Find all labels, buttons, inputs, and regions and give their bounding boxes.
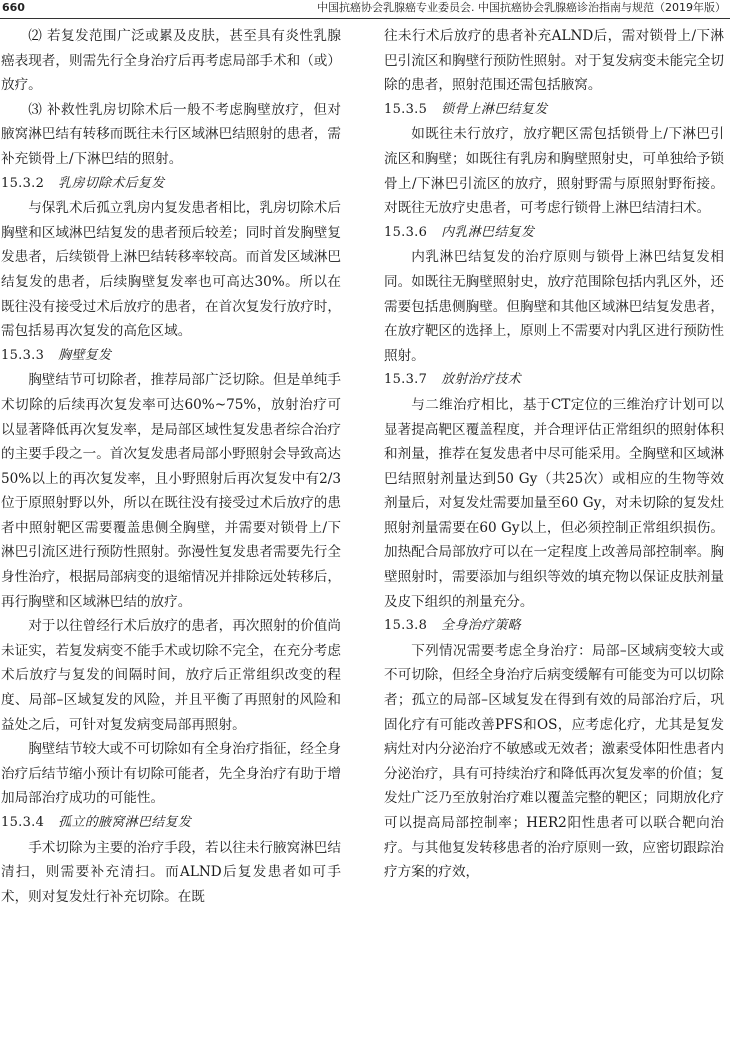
paragraph: 内乳淋巴结复发的治疗原则与锁骨上淋巴结复发相同。如既往无胸壁照射史，放疗范围除包括内乳区外，还需要包括患侧胸壁。但胸壁和其他区域淋巴结复发患者，在放疗靶区的选择上，原则上不需要对内乳区进行预防性照射。 — [384, 249, 724, 364]
section-number: 15.3.2 — [1, 175, 45, 191]
section-number: 15.3.8 — [384, 618, 428, 634]
section-title: 放射治疗技术 — [441, 372, 521, 388]
section-title: 胸壁复发 — [58, 347, 112, 363]
section-heading — [1, 172, 341, 197]
paragraph: 下列情况需要考虑全身治疗：局部–区域病变较大或不可切除，但经全身治疗后病变缓解有可能变为可以切除者；孤立的局部–区域复发在得到有效的局部治疗后，巩固化疗有可能改善PFS和OS，应考虑化疗，尤其是复发病灶对内分泌治疗不敏感或无效者；激素受体阳性患者内分泌治疗，具有可持续治疗和降低再次复发率的价值；复发灶广泛乃至放射治疗难以覆盖完整的靶区；同期放化疗可以提高局部控制率；HER2阳性患者可以联合靶向治疗。与其他复发转移患者的治疗原则一致，应密切跟踪治疗方案的疗效， — [384, 642, 724, 881]
paragraph: ⑶ 补救性乳房切除术后一般不考虑胸壁放疗，但对腋窝淋巴结有转移而既往未行区域淋巴结照射的患者，需补充锁骨上/下淋巴结的照射。 — [1, 101, 341, 167]
section-title: 全身治疗策略 — [441, 618, 521, 634]
section-number: 15.3.4 — [1, 815, 45, 830]
paragraph: 胸壁结节可切除者，推荐局部广泛切除。但是单纯手术切除的后续再次复发率可达60%~75%，放射治疗可以显著降低再次复发率，是局部区域性复发患者综合治疗的主要手段之一。首次复发患者局部小野照射会导致高达50%以上的再次复发率，且小野照射后再次复发中有2/3位于原照射野以外，所以在既往没有接受过术后放疗的患者中照射靶区需要覆盖患侧全胸壁，并需要对锁骨上/下淋巴引流区进行预防性照射。弥漫性复发患者需要先行全身性治疗，根据局部病变的退缩情况并排除远处转移后，再行胸壁和区域淋巴结的放疗。 — [1, 372, 341, 610]
paragraph: 胸壁结节较大或不可切除如有全身治疗指征，经全身治疗后结节缩小预计有切除可能者，先全身治疗有助于增加局部治疗成功的可能性。 — [1, 741, 341, 807]
left-column — [1, 24, 341, 909]
paragraph: 手术切除为主要的治疗手段，若以往未行腋窝淋巴结清扫，则需要补充清扫。而ALND后复发患者如可手术，则对复发灶行补充切除。在既 — [1, 839, 341, 905]
running-head: 中国抗癌协会乳腺癌专业委员会. 中国抗癌协会乳腺癌诊治指南与规范（2019年版） — [317, 1, 726, 14]
section-title: 内乳淋巴结复发 — [441, 224, 535, 240]
section-number: 15.3.3 — [1, 347, 45, 363]
section-heading — [384, 98, 724, 123]
section-heading — [1, 811, 341, 836]
section-heading — [384, 221, 724, 246]
paragraph: 对于以往曾经行术后放疗的患者，再次照射的价值尚未证实，若复发病变不能手术或切除不完全，在充分考虑术后放疗与复发的间隔时间，放疗后正常组织改变的程度、局部–区域复发的风险，并且平衡了再照射的风险和益处之后，可针对复发病变局部再照射。 — [1, 618, 341, 733]
section-number: 15.3.5 — [384, 101, 428, 117]
page-header — [0, 0, 730, 19]
section-number: 15.3.7 — [384, 372, 428, 388]
paragraph: 往未行术后放疗的患者补充ALND后，需对锁骨上/下淋巴引流区和胸壁行预防性照射。对于复发病变未能完全切除的患者，照射范围还需包括腋窝。 — [384, 28, 724, 94]
section-title: 锁骨上淋巴结复发 — [441, 101, 548, 117]
section-heading — [384, 368, 724, 393]
paragraph: 与二维治疗相比，基于CT定位的三维治疗计划可以显著提高靶区覆盖程度，并合理评估正常组织的照射体积和剂量，推荐在复发患者中尽可能采用。全胸壁和区域淋巴结照射剂量达到50 Gy（共25次）或相应的生物等效剂量后，对复发灶需要加量至60 Gy，对未切除的复发灶照射剂量需要在60 Gy以上，但必须控制正常组织损伤。加热配合局部放疗可以在一定程度上改善局部控制率。胸壁照射时，需要添加与组织等效的填充物以保证皮肤剂量及皮下组织的剂量充分。 — [384, 396, 724, 610]
section-title: 孤立的腋窝淋巴结复发 — [58, 815, 192, 830]
section-number: 15.3.6 — [384, 224, 428, 240]
section-title: 乳房切除术后复发 — [58, 175, 165, 191]
paragraph: 如既往未行放疗，放疗靶区需包括锁骨上/下淋巴引流区和胸壁；如既往有乳房和胸壁照射史，可单独给予锁骨上/下淋巴引流区的放疗，照射野需与原照射野衔接。对既往无放疗史患者，可考虑行锁骨上淋巴结清扫术。 — [384, 126, 724, 217]
page-number: 660 — [2, 1, 25, 14]
paragraph: 与保乳术后孤立乳房内复发患者相比，乳房切除术后胸壁和区域淋巴结复发的患者预后较差；同时首发胸壁复发患者，后续锁骨上淋巴结转移率较高。而首发区域淋巴结复发的患者，后续胸壁复发率也可高达30%。所以在既往没有接受过术后放疗的患者，在首次复发行放疗时，需包括易再次复发的高危区域。 — [1, 200, 341, 340]
right-column — [384, 24, 724, 885]
section-heading — [384, 614, 724, 639]
section-heading — [1, 344, 341, 369]
paragraph: ⑵ 若复发范围广泛或累及皮肤，甚至具有炎性乳腺癌表现者，则需先行全身治疗后再考虑局部手术和（或）放疗。 — [1, 28, 341, 94]
